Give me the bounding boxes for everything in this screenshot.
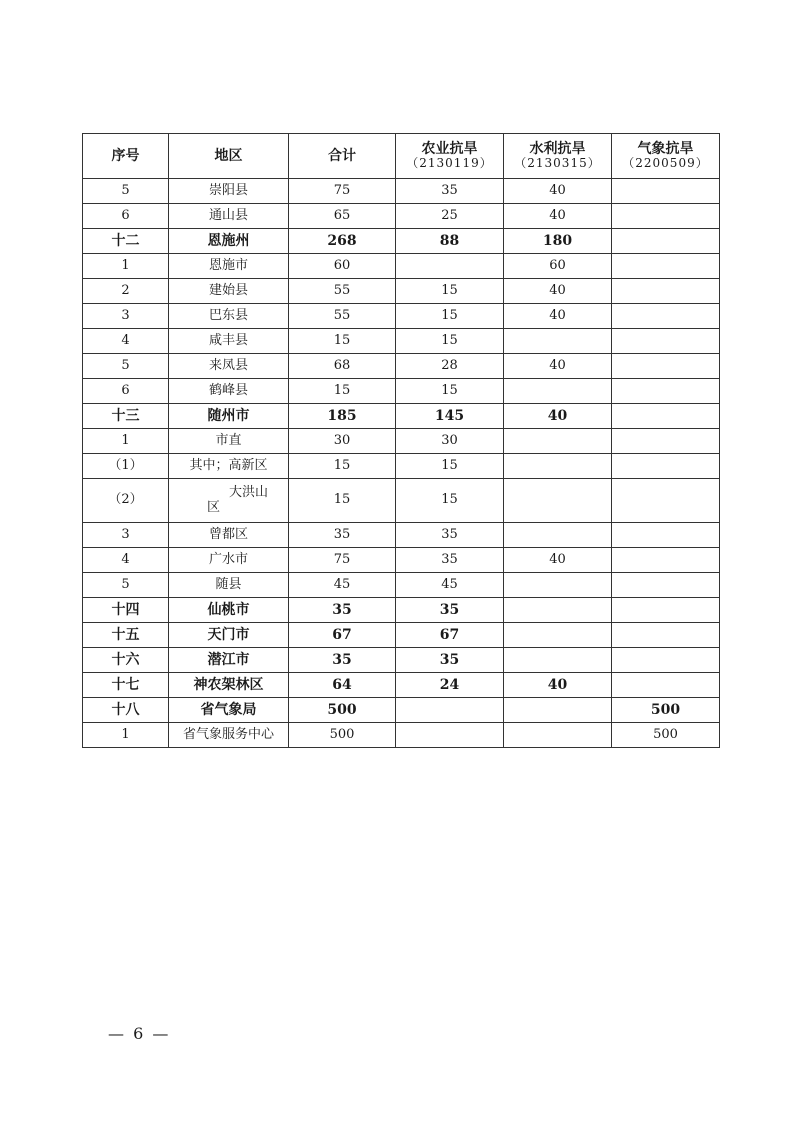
cell-agri: 145 xyxy=(396,404,504,429)
cell-total: 15 xyxy=(289,379,396,404)
cell-agri: 15 xyxy=(396,329,504,354)
cell-total: 75 xyxy=(289,548,396,573)
cell-region: 巴东县 xyxy=(169,304,289,329)
cell-total: 30 xyxy=(289,429,396,454)
cell-seq: 十六 xyxy=(83,648,169,673)
cell-seq: 十七 xyxy=(83,673,169,698)
cell-agri xyxy=(396,723,504,748)
cell-water xyxy=(504,454,612,479)
cell-seq: 4 xyxy=(83,329,169,354)
cell-seq: 6 xyxy=(83,379,169,404)
cell-weather xyxy=(612,229,720,254)
cell-total: 55 xyxy=(289,279,396,304)
cell-weather xyxy=(612,404,720,429)
table-row xyxy=(83,379,720,404)
cell-agri: 30 xyxy=(396,429,504,454)
cell-total: 500 xyxy=(289,723,396,748)
cell-agri: 15 xyxy=(396,279,504,304)
cell-agri: 35 xyxy=(396,179,504,204)
cell-seq: 5 xyxy=(83,179,169,204)
cell-total: 64 xyxy=(289,673,396,698)
cell-region: 其中；高新区 xyxy=(169,454,289,479)
cell-weather xyxy=(612,279,720,304)
header-total: 合计 xyxy=(289,134,396,179)
header-agri xyxy=(396,134,504,179)
cell-weather xyxy=(612,354,720,379)
cell-water: 40 xyxy=(504,304,612,329)
cell-water xyxy=(504,723,612,748)
cell-seq: （2） xyxy=(83,479,169,523)
cell-weather xyxy=(612,304,720,329)
cell-seq: 5 xyxy=(83,573,169,598)
cell-weather xyxy=(612,204,720,229)
table-row-subtotal xyxy=(83,648,720,673)
cell-region: 崇阳县 xyxy=(169,179,289,204)
cell-region: 曾都区 xyxy=(169,523,289,548)
cell-agri: 25 xyxy=(396,204,504,229)
cell-total: 55 xyxy=(289,304,396,329)
cell-region: 神农架林区 xyxy=(169,673,289,698)
cell-seq: 2 xyxy=(83,279,169,304)
cell-weather xyxy=(612,598,720,623)
cell-agri: 15 xyxy=(396,454,504,479)
table-row xyxy=(83,479,720,523)
table-row-subtotal xyxy=(83,698,720,723)
cell-region-line2: 区 xyxy=(206,499,220,515)
table-row xyxy=(83,523,720,548)
cell-agri: 15 xyxy=(396,479,504,523)
cell-region: 随州市 xyxy=(169,404,289,429)
header-water-label: 水利抗旱 xyxy=(529,141,586,158)
cell-agri: 24 xyxy=(396,673,504,698)
cell-region: 咸丰县 xyxy=(169,329,289,354)
cell-region: 建始县 xyxy=(169,279,289,304)
cell-total: 500 xyxy=(289,698,396,723)
cell-water xyxy=(504,648,612,673)
table-header-row xyxy=(83,134,720,179)
cell-region: 省气象服务中心 xyxy=(169,723,289,748)
header-water-code: （2130315） xyxy=(514,156,601,171)
cell-seq: 1 xyxy=(83,254,169,279)
cell-region xyxy=(169,479,289,523)
cell-seq: 5 xyxy=(83,354,169,379)
cell-total: 35 xyxy=(289,648,396,673)
cell-total: 268 xyxy=(289,229,396,254)
allocation-table xyxy=(82,133,720,748)
cell-total: 185 xyxy=(289,404,396,429)
cell-weather: 500 xyxy=(612,723,720,748)
cell-seq: 1 xyxy=(83,723,169,748)
cell-water: 40 xyxy=(504,404,612,429)
header-water xyxy=(504,134,612,179)
table-row-subtotal xyxy=(83,229,720,254)
cell-weather xyxy=(612,573,720,598)
cell-agri: 88 xyxy=(396,229,504,254)
cell-weather: 500 xyxy=(612,698,720,723)
cell-agri xyxy=(396,254,504,279)
table-row xyxy=(83,279,720,304)
cell-agri: 35 xyxy=(396,548,504,573)
cell-total: 60 xyxy=(289,254,396,279)
cell-water: 40 xyxy=(504,179,612,204)
cell-total: 65 xyxy=(289,204,396,229)
cell-water xyxy=(504,429,612,454)
header-region: 地区 xyxy=(169,134,289,179)
cell-seq: 3 xyxy=(83,523,169,548)
cell-total: 15 xyxy=(289,479,396,523)
cell-total: 67 xyxy=(289,623,396,648)
cell-region: 鹤峰县 xyxy=(169,379,289,404)
cell-water xyxy=(504,623,612,648)
cell-water xyxy=(504,523,612,548)
cell-water xyxy=(504,479,612,523)
cell-water xyxy=(504,698,612,723)
cell-region: 广水市 xyxy=(169,548,289,573)
cell-weather xyxy=(612,648,720,673)
cell-total: 35 xyxy=(289,598,396,623)
cell-seq: 4 xyxy=(83,548,169,573)
cell-region: 省气象局 xyxy=(169,698,289,723)
cell-seq: 3 xyxy=(83,304,169,329)
cell-region: 恩施市 xyxy=(169,254,289,279)
cell-water: 60 xyxy=(504,254,612,279)
cell-region: 随县 xyxy=(169,573,289,598)
table-row xyxy=(83,304,720,329)
cell-agri: 28 xyxy=(396,354,504,379)
header-weather xyxy=(612,134,720,179)
table-row xyxy=(83,573,720,598)
table-row-subtotal xyxy=(83,404,720,429)
cell-total: 15 xyxy=(289,329,396,354)
cell-agri: 45 xyxy=(396,573,504,598)
cell-agri: 35 xyxy=(396,523,504,548)
table-row xyxy=(83,454,720,479)
page-number: — 6 — xyxy=(108,1024,171,1043)
cell-weather xyxy=(612,623,720,648)
cell-agri xyxy=(396,698,504,723)
cell-seq: 十五 xyxy=(83,623,169,648)
cell-seq: 十四 xyxy=(83,598,169,623)
table-row xyxy=(83,548,720,573)
cell-weather xyxy=(612,329,720,354)
cell-weather xyxy=(612,523,720,548)
cell-water xyxy=(504,573,612,598)
cell-weather xyxy=(612,179,720,204)
cell-total: 15 xyxy=(289,454,396,479)
cell-total: 75 xyxy=(289,179,396,204)
table-row xyxy=(83,329,720,354)
header-seq: 序号 xyxy=(83,134,169,179)
cell-water: 40 xyxy=(504,204,612,229)
table-row xyxy=(83,354,720,379)
cell-region: 天门市 xyxy=(169,623,289,648)
table-row xyxy=(83,254,720,279)
header-agri-label: 农业抗旱 xyxy=(421,141,478,158)
table-row-subtotal xyxy=(83,623,720,648)
cell-region: 潜江市 xyxy=(169,648,289,673)
cell-seq: 十二 xyxy=(83,229,169,254)
cell-weather xyxy=(612,548,720,573)
cell-water xyxy=(504,379,612,404)
table-row xyxy=(83,429,720,454)
cell-region: 市直 xyxy=(169,429,289,454)
cell-weather xyxy=(612,673,720,698)
cell-water: 180 xyxy=(504,229,612,254)
cell-region-line1: 大洪山 xyxy=(228,484,268,500)
cell-seq: 十八 xyxy=(83,698,169,723)
cell-weather xyxy=(612,479,720,523)
cell-agri: 15 xyxy=(396,304,504,329)
cell-agri: 35 xyxy=(396,598,504,623)
table-row-subtotal xyxy=(83,673,720,698)
cell-water xyxy=(504,329,612,354)
cell-agri: 67 xyxy=(396,623,504,648)
cell-agri: 35 xyxy=(396,648,504,673)
cell-water: 40 xyxy=(504,548,612,573)
table-row xyxy=(83,204,720,229)
cell-total: 68 xyxy=(289,354,396,379)
header-weather-label: 气象抗旱 xyxy=(637,141,694,158)
cell-weather xyxy=(612,454,720,479)
cell-seq: 十三 xyxy=(83,404,169,429)
header-agri-code: （2130119） xyxy=(406,156,493,171)
cell-seq: 1 xyxy=(83,429,169,454)
cell-region: 恩施州 xyxy=(169,229,289,254)
cell-water: 40 xyxy=(504,279,612,304)
cell-seq: （1） xyxy=(83,454,169,479)
cell-region: 通山县 xyxy=(169,204,289,229)
cell-weather xyxy=(612,379,720,404)
cell-agri: 15 xyxy=(396,379,504,404)
cell-seq: 6 xyxy=(83,204,169,229)
cell-weather xyxy=(612,429,720,454)
table-row-subtotal xyxy=(83,598,720,623)
cell-water xyxy=(504,598,612,623)
cell-region: 来凤县 xyxy=(169,354,289,379)
table-row xyxy=(83,179,720,204)
cell-region: 仙桃市 xyxy=(169,598,289,623)
cell-weather xyxy=(612,254,720,279)
table-row xyxy=(83,723,720,748)
cell-water: 40 xyxy=(504,354,612,379)
cell-water: 40 xyxy=(504,673,612,698)
cell-total: 45 xyxy=(289,573,396,598)
header-weather-code: （2200509） xyxy=(622,156,709,171)
cell-total: 35 xyxy=(289,523,396,548)
